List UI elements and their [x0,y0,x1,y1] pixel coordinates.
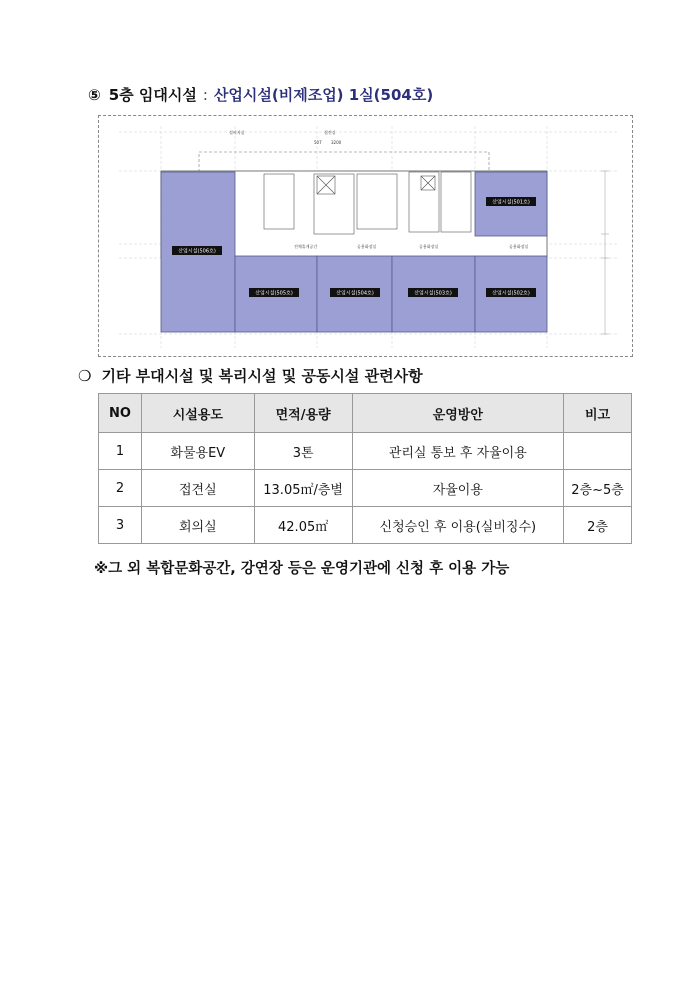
floor-plan [98,115,633,357]
terrace-outline [199,152,489,172]
header-operation: 운영방안 [352,394,564,433]
corridor-label-4: 공용화장실 [509,244,529,249]
unit-label-503: 산업시설(503호) [414,290,452,297]
cell-operation: 신청승인 후 이용(실비징수) [352,507,564,544]
section-number: ⑤ [88,86,101,104]
cell-no: 3 [99,507,142,544]
table-row [99,433,632,470]
cell-usage: 회의실 [141,507,254,544]
unit-label-502: 산업시설(502호) [492,290,530,297]
cell-area: 3톤 [254,433,352,470]
floor-plan-drawing [99,116,632,356]
corridor-label-1: 전체휴게공간 [294,244,318,249]
cell-area: 42.05㎡ [254,507,352,544]
separator: : [202,86,208,104]
plan-tiny-label-2: 접견실 [324,130,336,135]
cell-area: 13.05㎡/층별 [254,470,352,507]
plan-tiny-label-4: 3200 [331,140,342,145]
unit-label-501: 산업시설(501호) [492,199,530,206]
cell-operation: 관리실 통보 후 자율이용 [352,433,564,470]
table-header-row [99,394,632,433]
facilities-table [98,393,632,544]
unit-label-504: 산업시설(504호) [336,290,374,297]
cell-operation: 자율이용 [352,470,564,507]
cell-remarks: 2층~5층 [564,470,632,507]
cell-remarks: 2층 [564,507,632,544]
lease-value: 산업시설(비제조업) 1실(504호) [213,86,434,104]
corridor-label-3: 공용화장실 [419,244,439,249]
floor-label: 5층 [108,86,134,104]
unit-label-505: 산업시설(505호) [255,290,293,297]
lease-label: 임대시설 [138,86,197,104]
table-row [99,470,632,507]
cell-remarks [564,433,632,470]
plan-tiny-label-3: 507 [314,140,322,145]
section-5-heading [88,84,433,105]
cell-no: 1 [99,433,142,470]
corridor-label-2: 공용화장실 [357,244,377,249]
cell-usage: 접견실 [141,470,254,507]
footnote: ※그 외 복합문화공간, 강연장 등은 운영기관에 신청 후 이용 가능 [94,561,510,577]
bullet-icon: ❍ [78,367,92,385]
table-row [99,507,632,544]
header-area: 면적/용량 [254,394,352,433]
plan-tiny-label-1: 설비지실 [229,130,245,135]
other-facilities-heading [78,365,423,386]
header-no: NO [99,394,142,433]
other-facilities-title: 기타 부대시설 및 복리시설 및 공동시설 관련사항 [101,367,423,385]
unit-label-506: 산업시설(506호) [178,248,216,255]
header-remarks: 비고 [564,394,632,433]
cell-usage: 화물용EV [141,433,254,470]
cell-no: 2 [99,470,142,507]
dimension-lines [601,171,609,334]
header-usage: 시설용도 [141,394,254,433]
